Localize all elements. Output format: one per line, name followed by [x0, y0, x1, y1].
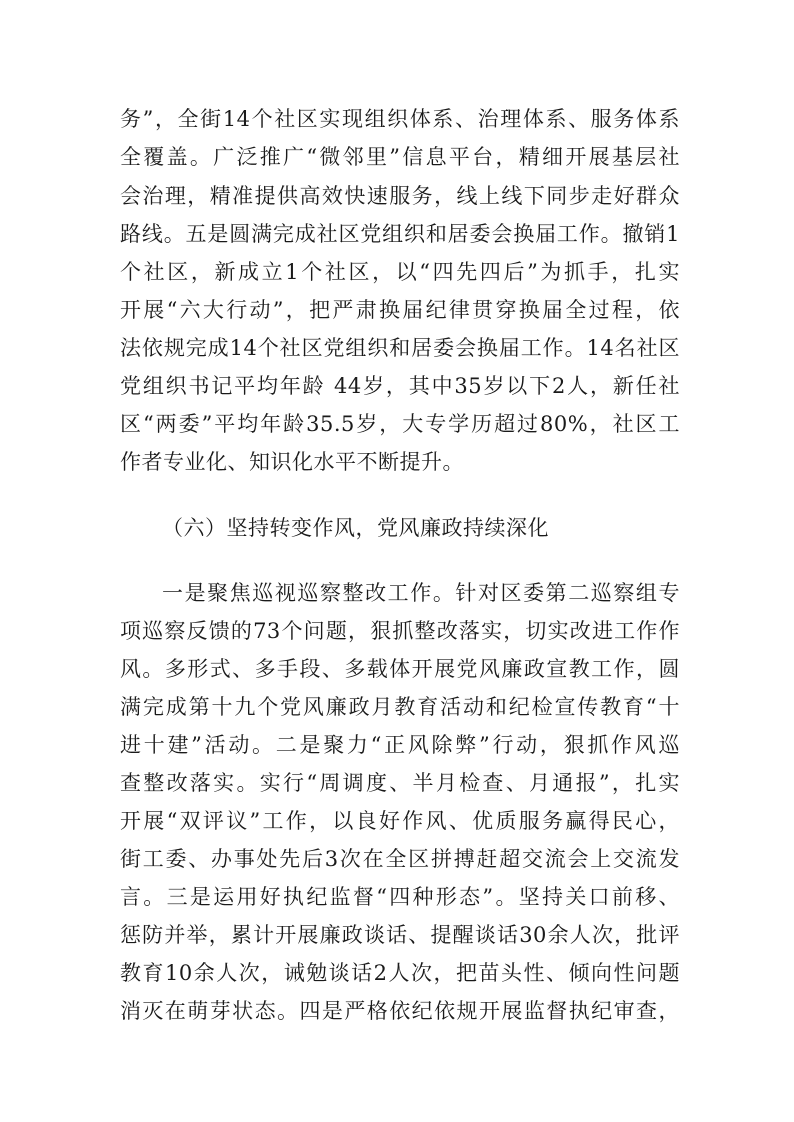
paragraph-line: 满完成第十九个党风廉政月教育活动和纪检宣传教育“十 [120, 695, 680, 719]
paragraph-line: 路线。五是圆满完成社区党组织和居委会换届工作。撤销1 [120, 222, 680, 246]
paragraph-line: 言。三是运用好执纪监督“四种形态”。坚持关口前移、 [120, 885, 680, 909]
paragraph-line: 教育10余人次，诫勉谈话2人次，把苗头性、倾向性问题 [120, 961, 680, 985]
paragraph-line: 会治理，精准提供高效快速服务，线上线下同步走好群众 [120, 184, 680, 208]
paragraph-line: 项巡察反馈的73个问题，狠抓整改落实，切实改进工作作 [120, 619, 680, 643]
paragraph-line: 风。多形式、多手段、多载体开展党风廉政宣教工作，圆 [120, 657, 680, 681]
paragraph-line: 开展“六大行动”，把严肃换届纪律贯穿换届全过程，依 [120, 298, 680, 322]
paragraph-line: 查整改落实。实行“周调度、半月检查、月通报”，扎实 [120, 771, 680, 795]
paragraph-line: 一是聚焦巡视巡察整改工作。针对区委第二巡察组专 [162, 581, 680, 605]
paragraph-line: 党组织书记平均年龄 44岁，其中35岁以下2人，新任社 [120, 374, 680, 398]
section-heading: （六）坚持转变作风，党风廉政持续深化 [162, 516, 549, 540]
paragraph-line: 区“两委”平均年龄35.5岁，大专学历超过80%，社区工 [120, 412, 680, 436]
paragraph-line: 法依规完成14个社区党组织和居委会换届工作。14名社区 [120, 336, 680, 360]
paragraph-line: 进十建”活动。二是聚力“正风除弊”行动，狠抓作风巡 [120, 733, 680, 757]
paragraph-line: 全覆盖。广泛推广“微邻里”信息平台，精细开展基层社 [120, 145, 680, 169]
paragraph-line: 惩防并举，累计开展廉政谈话、提醒谈话30余人次，批评 [120, 923, 680, 947]
paragraph-line: 个社区，新成立1个社区，以“四先四后”为抓手，扎实 [120, 260, 680, 284]
paragraph-line: 作者专业化、知识化水平不断提升。 [120, 450, 464, 474]
paragraph-line: 开展“双评议”工作，以良好作风、优质服务赢得民心， [120, 809, 680, 833]
paragraph-line: 务”，全街14个社区实现组织体系、治理体系、服务体系 [120, 107, 680, 131]
paragraph-line: 街工委、办事处先后3次在全区拼搏赶超交流会上交流发 [120, 847, 680, 871]
paragraph-line: 消灭在萌芽状态。四是严格依纪依规开展监督执纪审查， [120, 999, 680, 1023]
